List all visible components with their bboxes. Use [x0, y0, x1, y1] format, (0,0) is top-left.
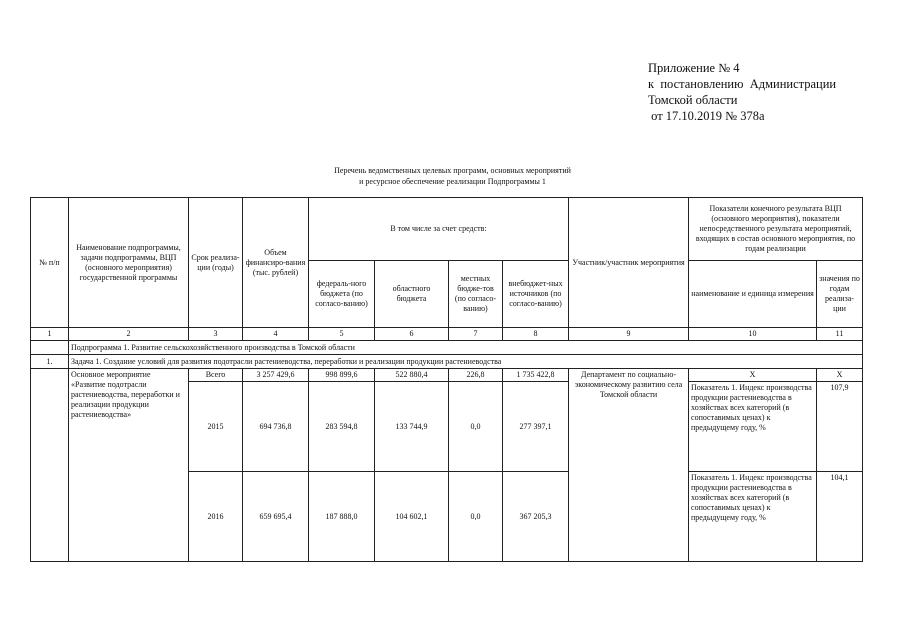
header-ind-name: наименование и единица измерения — [689, 261, 817, 328]
header-num: № п/п — [31, 198, 69, 328]
cell-local: 226,8 — [449, 369, 503, 382]
cell-year: 2015 — [189, 382, 243, 472]
cell-ind-value: 104,1 — [817, 472, 863, 562]
document-title — [0, 165, 905, 187]
cell-regional: 522 880,4 — [375, 369, 449, 382]
colnum: 5 — [309, 328, 375, 341]
header-name: Наименование подпрограммы, задачи подпрограммы, ВЦП (основного мероприятия) государственной программы — [69, 198, 189, 328]
task-title: Задача 1. Создание условий для развития подотрасли растениеводства, переработки и реализации продукции растениеводства — [69, 355, 863, 369]
task-num: 1. — [31, 355, 69, 369]
cell-volume: 3 257 429,6 — [243, 369, 309, 382]
colnum: 2 — [69, 328, 189, 341]
header-extra: внебюджет-ных источников (по согласо-ванию) — [503, 261, 569, 328]
header-volume: Объем финансиро-вания (тыс. рублей) — [243, 198, 309, 328]
appendix-line-3: Томской области — [648, 93, 738, 107]
colnum: 7 — [449, 328, 503, 341]
header-ind-value: значения по годам реализа-ции — [817, 261, 863, 328]
empty-cell — [31, 341, 69, 355]
header-incl: В том числе за счет средств: — [309, 198, 569, 261]
colnum: 3 — [189, 328, 243, 341]
header-regional: областного бюджета — [375, 261, 449, 328]
header-indicators: Показатели конечного результата ВЦП (основного мероприятия), показатели непосредственного результата мероприятий, входящих в состав основного мероприятия, по годам реализации — [689, 198, 863, 261]
title-line-1: Перечень ведомственных целевых программ, основных мероприятий — [334, 166, 571, 175]
title-line-2: и ресурсное обеспечение реализации Подпрограммы 1 — [359, 177, 546, 186]
cell-extra: 1 735 422,8 — [503, 369, 569, 382]
measure-participant: Департамент по социально-экономическому развитию села Томской области — [569, 369, 689, 562]
colnum: 4 — [243, 328, 309, 341]
cell-local: 0,0 — [449, 382, 503, 472]
cell-federal: 187 888,0 — [309, 472, 375, 562]
cell-extra: 367 205,3 — [503, 472, 569, 562]
colnum: 10 — [689, 328, 817, 341]
colnum: 6 — [375, 328, 449, 341]
subprogram-title: Подпрограмма 1. Развитие сельскохозяйственного производства в Томской области — [69, 341, 863, 355]
measure-name: Основное мероприятие «Развитие подотрасли растениеводства, переработки и реализации продукции растениеводства» — [69, 369, 189, 562]
cell-federal: 998 899,6 — [309, 369, 375, 382]
cell-ind-value: Х — [817, 369, 863, 382]
header-local: местных бюдже-тов (по согласо-ванию) — [449, 261, 503, 328]
header-term: Срок реализа-ции (годы) — [189, 198, 243, 328]
appendix-line-4: от 17.10.2019 № 378а — [648, 109, 765, 123]
cell-federal: 283 594,8 — [309, 382, 375, 472]
programs-table — [30, 197, 863, 562]
cell-volume: 694 736,8 — [243, 382, 309, 472]
cell-volume: 659 695,4 — [243, 472, 309, 562]
header-federal: федераль-ного бюджета (по согласо-ванию) — [309, 261, 375, 328]
colnum: 1 — [31, 328, 69, 341]
cell-ind-value: 107,9 — [817, 382, 863, 472]
appendix-line-1: Приложение № 4 — [648, 61, 740, 75]
cell-local: 0,0 — [449, 472, 503, 562]
cell-ind-name: Показатель 1. Индекс производства продукции растениеводства в хозяйствах всех категорий (в сопоставимых ценах) к предыдущему году, % — [689, 472, 817, 562]
colnum: 8 — [503, 328, 569, 341]
table-row — [31, 369, 863, 382]
colnum: 11 — [817, 328, 863, 341]
cell-regional: 133 744,9 — [375, 382, 449, 472]
appendix-line-2: к постановлению Администрации — [648, 77, 837, 91]
cell-year: Всего — [189, 369, 243, 382]
header-participant: Участник/участник мероприятия — [569, 198, 689, 328]
column-number-row — [31, 328, 863, 341]
cell-regional: 104 602,1 — [375, 472, 449, 562]
subprogram-row — [31, 341, 863, 355]
appendix-note — [648, 60, 836, 124]
empty-cell — [31, 369, 69, 562]
task-row — [31, 355, 863, 369]
cell-year: 2016 — [189, 472, 243, 562]
cell-extra: 277 397,1 — [503, 382, 569, 472]
cell-ind-name: Показатель 1. Индекс производства продукции растениеводства в хозяйствах всех категорий (в сопоставимых ценах) к предыдущему году, % — [689, 382, 817, 472]
cell-ind-name: Х — [689, 369, 817, 382]
colnum: 9 — [569, 328, 689, 341]
